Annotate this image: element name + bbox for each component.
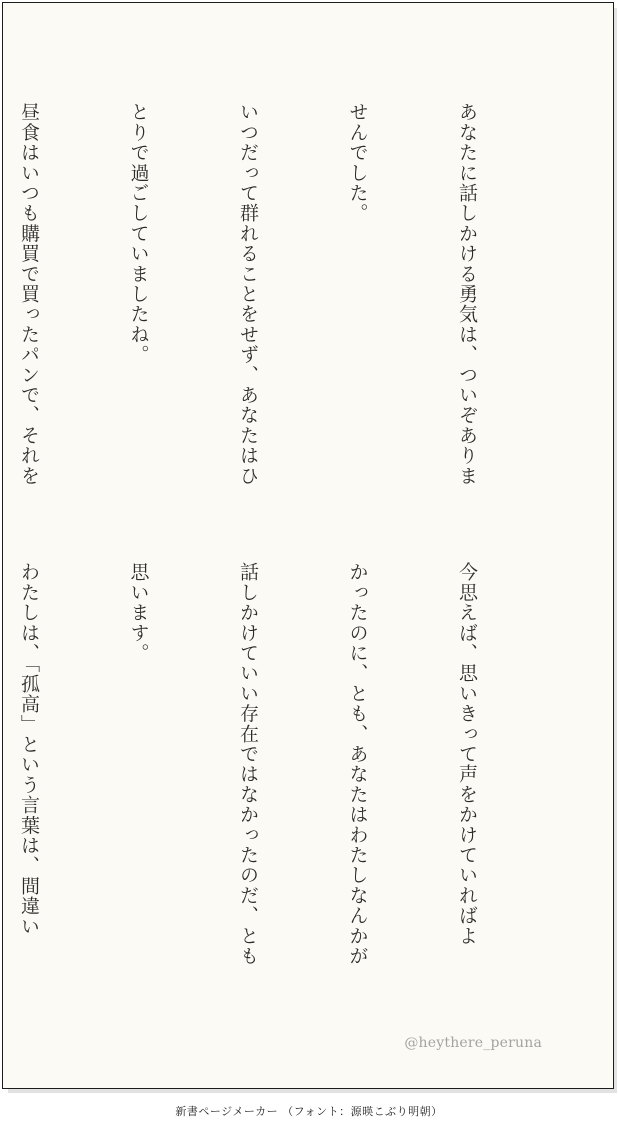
author-handle: @heythere_peruna <box>404 1035 542 1051</box>
text-line: とりで過ごしていましたね。 <box>127 102 150 365</box>
text-line: いつだって群れることをせず、あなたはひ <box>237 102 259 486</box>
text-line: あなたに話しかける勇気は、ついぞありま <box>456 102 478 486</box>
text-line: せんでした。 <box>346 102 369 224</box>
text-line: わたしは、「孤高」という言葉は、間違い <box>18 562 40 937</box>
page-shadow-bottom <box>8 1089 617 1093</box>
text-line: 今思えば、思いきって声をかけていればよ <box>456 562 478 946</box>
lower-text-block <box>0 562 558 1002</box>
footer-caption: 新書ページメーカー （フォント：源暎こぶり明朝） <box>175 1105 443 1118</box>
page-shadow-right <box>614 8 617 1093</box>
text-line: 思います。 <box>127 562 150 663</box>
upper-text-block <box>0 102 558 572</box>
text-line: かったのに、とも、あなたはわたしなんかが <box>346 562 369 966</box>
text-line: 話しかけていい存在ではなかったのだ、とも <box>237 562 259 966</box>
text-line: 昼食はいつも購買で買ったパンで、それを <box>18 102 40 486</box>
